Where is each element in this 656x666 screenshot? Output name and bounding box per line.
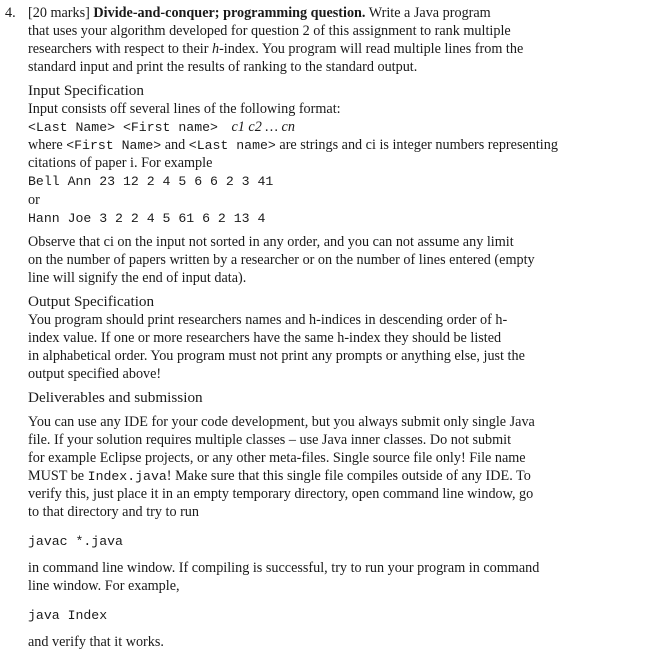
question-number: 4. [5, 5, 16, 21]
last-name-token: <Last name> [188, 138, 276, 153]
deliverables-line-6: to that directory and try to run [28, 504, 199, 520]
final-line: and verify that it works. [28, 634, 164, 650]
question-marks: [20 marks] [28, 5, 90, 21]
output-line-3: in alphabetical order. You program must not print any prompts or anything else, just the [28, 348, 525, 364]
observe-line-2: on the number of papers written by a researcher or on the number of lines entered (empty [28, 252, 535, 268]
deliverables-line-5: verify this, just place it in an empty temporary directory, open command line window, go [28, 486, 534, 502]
input-format-line [28, 118, 600, 137]
input-format: <Last Name> <First name> [28, 120, 218, 135]
observe-line-1: Observe that ci on the input not sorted in any order, and you can not assume any limit [28, 234, 514, 250]
output-line-1: You program should print researchers names and h-indices in descending order of h- [28, 312, 508, 328]
input-format-tail: c1 c2 … cn [231, 119, 295, 135]
input-or: or [28, 192, 40, 208]
output-spec-heading: Output Specification [28, 293, 155, 310]
compile-command: javac *.java [28, 534, 123, 549]
deliverables-must-line: MUST be Index.java! Make sure that this single file compiles outside of any IDE. To [28, 468, 531, 484]
question-title: Divide-and-conquer; programming question. [93, 5, 366, 21]
question-intro-line-3: researchers with respect to their h-index. You program will read multiple lines from the [28, 41, 524, 57]
deliverables-line-3: for example Eclipse projects, or any other meta-files. Single source file only! File name [28, 450, 526, 466]
after-compile-line-2: line window. For example, [28, 578, 180, 594]
input-where-line: where <First Name> and <Last name> are strings and ci is integer numbers representing [28, 137, 558, 153]
input-example-2: Hann Joe 3 2 2 4 5 61 6 2 13 4 [28, 211, 266, 226]
first-name-token: <First Name> [66, 138, 162, 153]
run-command: java Index [28, 608, 108, 623]
question-intro-line-2: that uses your algorithm developed for question 2 of this assignment to rank multiple [28, 23, 511, 39]
index-java-filename: Index.java [87, 469, 167, 484]
question-header [28, 4, 628, 22]
output-line-2: index value. If one or more researchers have the same h-index they should be listed [28, 330, 502, 346]
question-intro-line-4: standard input and print the results of ranking to the standard output. [28, 59, 418, 75]
input-where-line-2: citations of paper i. For example [28, 155, 213, 171]
input-example-1: Bell Ann 23 12 2 4 5 6 6 2 3 41 [28, 174, 274, 189]
input-spec-heading: Input Specification [28, 82, 144, 99]
question-intro-line-1: Write a Java program [368, 5, 491, 21]
observe-line-3: line will signify the end of input data). [28, 270, 247, 286]
after-compile-line-1: in command line window. If compiling is successful, try to run your program in command [28, 560, 540, 576]
deliverables-line-1: You can use any IDE for your code development, but you always submit only single Java [28, 414, 535, 430]
input-spec-line-1: Input consists off several lines of the following format: [28, 101, 341, 117]
output-line-4: output specified above! [28, 366, 162, 382]
deliverables-heading: Deliverables and submission [28, 389, 203, 406]
deliverables-line-2: file. If your solution requires multiple classes – use Java inner classes. Do not submit [28, 432, 512, 448]
